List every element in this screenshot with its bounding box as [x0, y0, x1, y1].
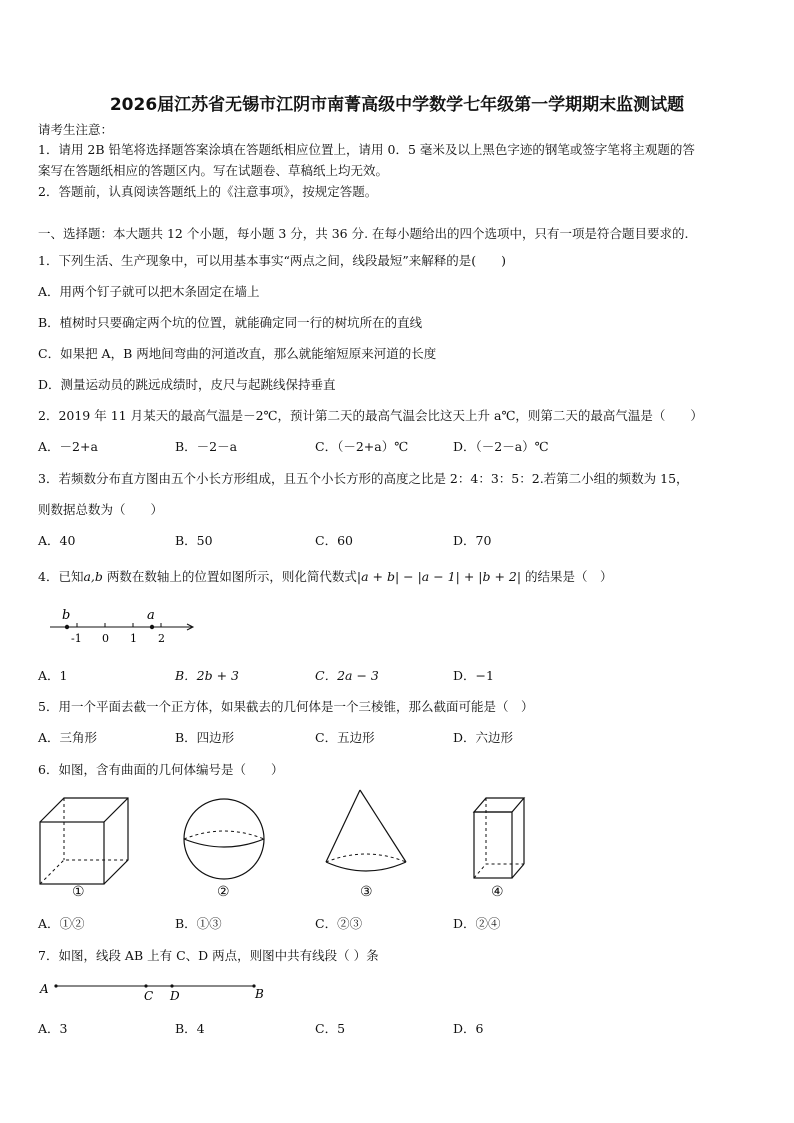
q4-option-d: D．−1 — [453, 668, 494, 683]
q3-stem-line-1: 3．若频数分布直方图由五个小长方形组成，且五个小长方形的高度之比是 2：4：3：5：2.若第二小组的频数为 15， — [38, 471, 689, 486]
point-a-label: a — [147, 608, 155, 623]
section-heading: 一、选择题：本大题共 12 个小题，每小题 3 分，共 36 分. 在每小题给出的四个选项中，只有一项是符合题目要求的. — [38, 226, 689, 241]
q1-option-b: B．植树时只要确定两个坑的位置，就能确定同一行的树坑所在的直线 — [38, 315, 423, 330]
q1-option-c: C．如果把 A，B 两地间弯曲的河道改直，那么就能缩短原来河道的长度 — [38, 346, 437, 361]
q6-option-a: A．①② — [38, 916, 85, 931]
q4-stem-vars: a,b — [83, 569, 103, 584]
figure-label-2: ② — [217, 884, 230, 900]
point-b-dot — [65, 625, 69, 629]
q4-stem-expression: |a + b| − |a − 1| + |b + 2| — [356, 569, 522, 584]
q2-option-a: A．－2+a — [38, 439, 98, 454]
notice-item-2: 2．答题前，认真阅读答题纸上的《注意事项》，按规定答题。 — [38, 184, 378, 199]
q4-option-a: A．1 — [38, 668, 68, 683]
tick-label-1: 1 — [130, 632, 137, 645]
point-c-label: C — [144, 989, 154, 1003]
point-d-label: D — [170, 989, 180, 1003]
q6-option-c: C．②③ — [315, 916, 363, 931]
prism-figure — [470, 792, 550, 892]
point-a-label: A — [40, 982, 49, 996]
q4-stem-part-3: 的结果是（ ） — [521, 569, 613, 584]
point-b-label: B — [255, 987, 264, 1001]
q5-option-b: B．四边形 — [175, 730, 235, 745]
notice-item-1-line-2: 案写在答题纸相应的答题区内。写在试题卷、草稿纸上均无效。 — [38, 163, 389, 178]
q5-option-d: D．六边形 — [453, 730, 514, 745]
point-a-dot — [150, 625, 154, 629]
q3-option-a: A．40 — [38, 533, 76, 548]
q7-option-c: C．5 — [315, 1021, 346, 1036]
q1-option-d: D．测量运动员的跳远成绩时，皮尺与起跳线保持垂直 — [38, 377, 336, 392]
q3-stem-line-2: 则数据总数为（ ） — [38, 502, 164, 517]
q5-option-a: A．三角形 — [38, 730, 98, 745]
page-title: 2026届江苏省无锡市江阴市南菁高级中学数学七年级第一学期期末监测试题 — [109, 95, 685, 115]
tick-label-minus-1: -1 — [71, 632, 82, 645]
tick-label-0: 0 — [102, 632, 109, 645]
notice-item-1-line-1: 1．请用 2B 铅笔将选择题答案涂填在答题纸相应位置上，请用 0．5 毫米及以上黑色字迹的钢笔或签字笔将主观题的答 — [38, 142, 695, 157]
q2-stem: 2．2019 年 11 月某天的最高气温是－2℃，预计第二天的最高气温会比这天上升 a℃，则第二天的最高气温是（ ） — [38, 408, 703, 423]
q7-stem: 7．如图，线段 AB 上有 C、D 两点，则图中共有线段（ ）条 — [38, 948, 379, 963]
q2-option-b: B．－2－a — [175, 439, 238, 454]
q4-stem-part-1: 4．已知 — [38, 569, 84, 584]
q3-option-c: C．60 — [315, 533, 353, 548]
q6-stem: 6．如图，含有曲面的几何体编号是（ ） — [38, 762, 284, 777]
q4-stem — [38, 567, 613, 585]
point-b-label: b — [62, 608, 71, 623]
q5-option-c: C．五边形 — [315, 730, 375, 745]
q7-option-a: A．3 — [38, 1021, 68, 1036]
figure-label-4: ④ — [491, 884, 504, 900]
notice-heading: 请考生注意： — [38, 122, 114, 137]
q3-option-b: B．50 — [175, 533, 213, 548]
q2-option-c: C．（－2+a）℃ — [315, 439, 409, 454]
q7-option-d: D．6 — [453, 1021, 484, 1036]
q3-option-d: D．70 — [453, 533, 492, 548]
sphere-figure — [178, 795, 278, 895]
q4-number-line — [40, 604, 240, 654]
cone-figure — [320, 786, 420, 886]
q5-stem: 5．用一个平面去截一个正方体，如果截去的几何体是一个三棱锥，那么截面可能是（ ） — [38, 699, 534, 714]
figure-label-1: ① — [72, 884, 85, 900]
q2-option-d: D．（－2－a）℃ — [453, 439, 549, 454]
q4-stem-part-2: 两数在数轴上的位置如图所示，则化简代数式 — [102, 569, 357, 584]
q1-option-a: A．用两个钉子就可以把木条固定在墙上 — [38, 284, 260, 299]
figure-label-3: ③ — [360, 884, 373, 900]
tick-label-2: 2 — [158, 632, 165, 645]
q7-segment-figure — [36, 978, 276, 1008]
q4-option-b: B．2b + 3 — [175, 668, 240, 683]
q6-option-b: B．①③ — [175, 916, 222, 931]
q4-option-c: C．2a − 3 — [315, 668, 379, 683]
q1-stem: 1．下列生活、生产现象中，可以用基本事实“两点之间，线段最短”来解释的是( ) — [38, 253, 506, 268]
q7-option-b: B．4 — [175, 1021, 205, 1036]
q6-option-d: D．②④ — [453, 916, 501, 931]
cube-figure — [36, 790, 136, 890]
